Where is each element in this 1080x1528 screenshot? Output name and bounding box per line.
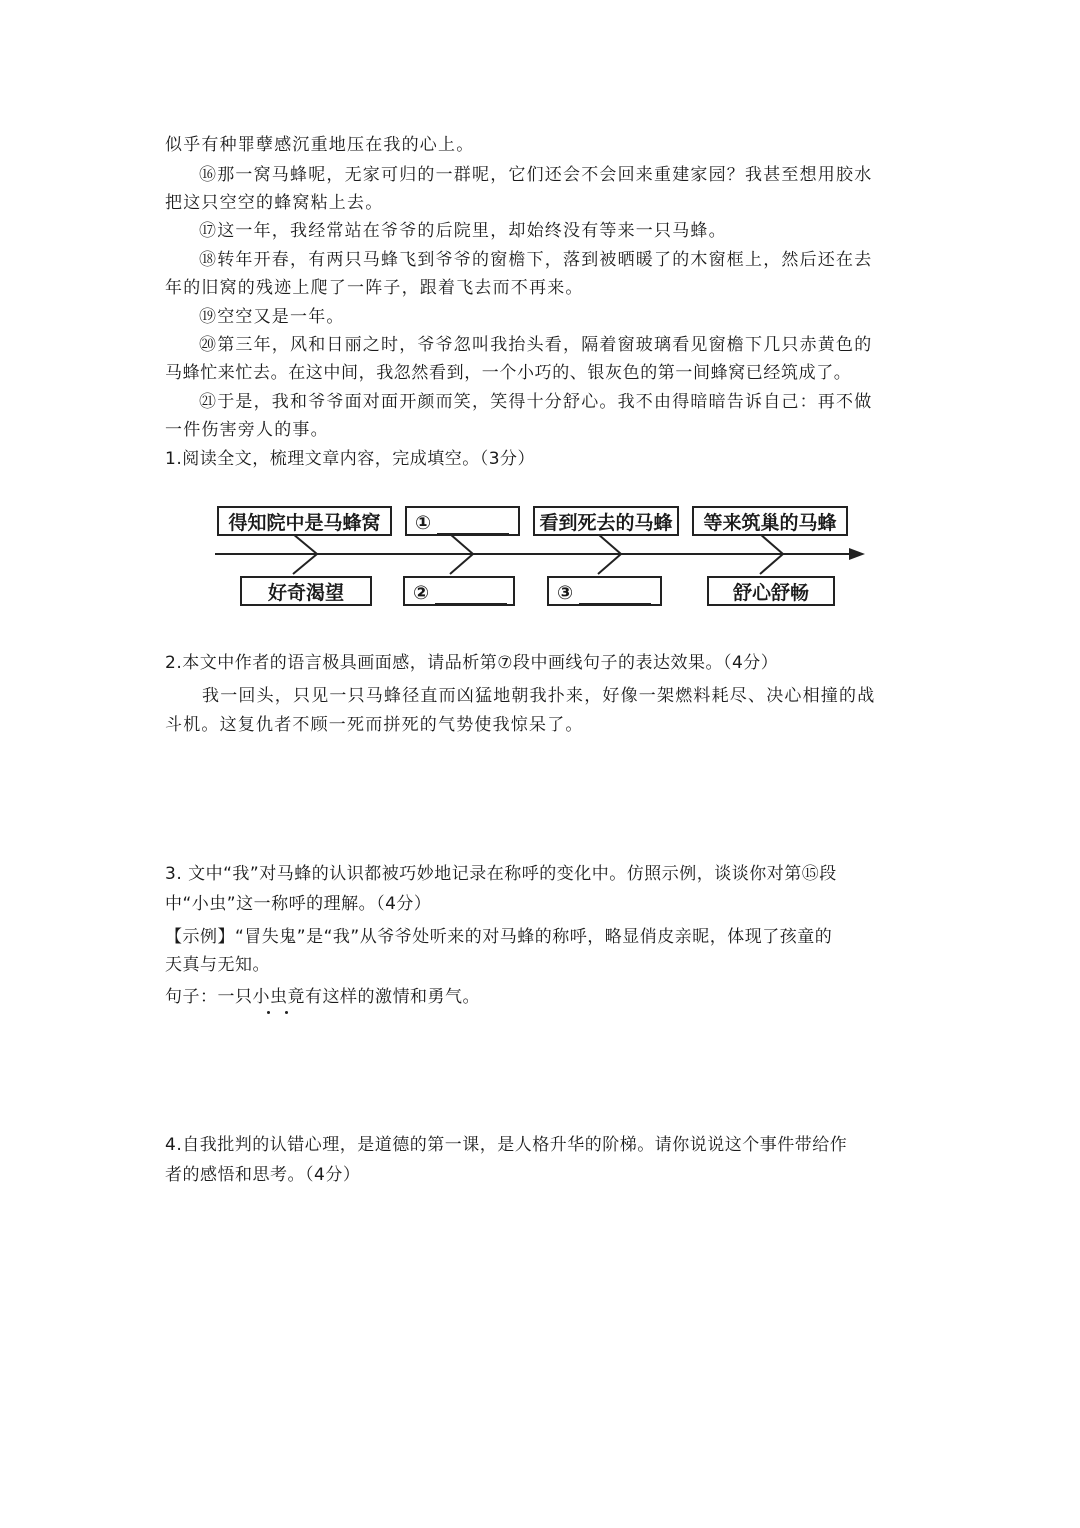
passage-line: ⑳第三年，风和日丽之时，爷爷忽叫我抬头看，隔着窗玻璃看见窗檐下几只赤黄色的 [199,335,873,355]
emphasis-dot [285,1011,288,1014]
answer-line[interactable] [437,513,509,535]
question-2: 2.本文中作者的语言极具画面感，请品析第⑦段中画线句子的表达效果。（4分） [165,653,779,673]
example-line: 天真与无知。 [165,955,270,975]
answer-line[interactable] [435,583,507,605]
question-4-line: 4.自我批判的认错心理，是道德的第一课，是人格升华的阶梯。请你说说这个事件带给作 [165,1135,848,1155]
passage-line: ⑲空空又是一年。 [199,307,345,327]
passage-line: 似乎有种罪孽感沉重地压在我的心上。 [165,135,475,155]
bottom-box-1: 好奇渴望 [240,576,372,606]
emphasis-dot [267,1011,270,1014]
question-4-line: 者的感悟和思考。（4分） [165,1165,361,1185]
passage-line: ⑰这一年，我经常站在爷爷的后院里，却始终没有等来一只马蜂。 [199,221,727,241]
quote-line: 斗机。这复仇者不顾一死而拼死的气势使我惊呆了。 [165,715,584,735]
example-line: 【示例】“冒失鬼”是“我”从爷爷处听来的对马蜂的称呼，略显俏皮亲昵，体现了孩童的 [165,927,833,947]
top-box-3: 看到死去的马蜂 [533,506,679,536]
question-1: 1.阅读全文，梳理文章内容，完成填空。（3分） [165,449,536,469]
passage-line: ㉑于是，我和爷爷面对面开颜而笑，笑得十分舒心。我不由得暗暗告诉自己：再不做 [199,392,873,412]
sentence-line: 句子：一只小虫竟有这样的激情和勇气。 [165,987,480,1007]
passage-line: ⑯那一窝马蜂呢，无家可归的一群呢，它们还会不会回来重建家园？我甚至想用胶水 [199,165,873,185]
plot-flow-diagram [205,490,870,618]
blank-label: ③ [557,582,574,604]
question-3-line: 中“小虫”这一称呼的理解。（4分） [165,894,432,914]
quote-line: 我一回头，只见一只马蜂径直而凶猛地朝我扑来，好像一架燃料耗尽、决心相撞的战 [202,686,876,706]
bottom-box-4: 舒心舒畅 [707,576,835,606]
question-3-line: 3. 文中“我”对马蜂的认识都被巧妙地记录在称呼的变化中。仿照示例，谈谈你对第⑮段 [165,864,837,884]
passage-line: 把这只空空的蜂窝粘上去。 [165,193,384,213]
top-box-1: 得知院中是马蜂窝 [217,506,392,536]
bottom-box-blank-2[interactable] [403,576,515,606]
passage-line: ⑱转年开春，有两只马蜂飞到爷爷的窗檐下，落到被晒暖了的木窗框上，然后还在去 [199,250,873,270]
top-box-blank-1[interactable] [405,506,520,536]
answer-line[interactable] [579,583,651,605]
bottom-box-blank-3[interactable] [547,576,662,606]
blank-label: ② [413,582,430,604]
top-box-4: 等来筑巢的马蜂 [692,506,848,536]
blank-label: ① [415,512,432,534]
passage-line: 年的旧窝的残迹上爬了一阵子，跟着飞去而不再来。 [165,278,584,298]
passage-line: 马蜂忙来忙去。在这中间，我忽然看到，一个小巧的、银灰色的第一间蜂窝已经筑成了。 [165,363,852,383]
passage-line: 一件伤害旁人的事。 [165,420,329,440]
